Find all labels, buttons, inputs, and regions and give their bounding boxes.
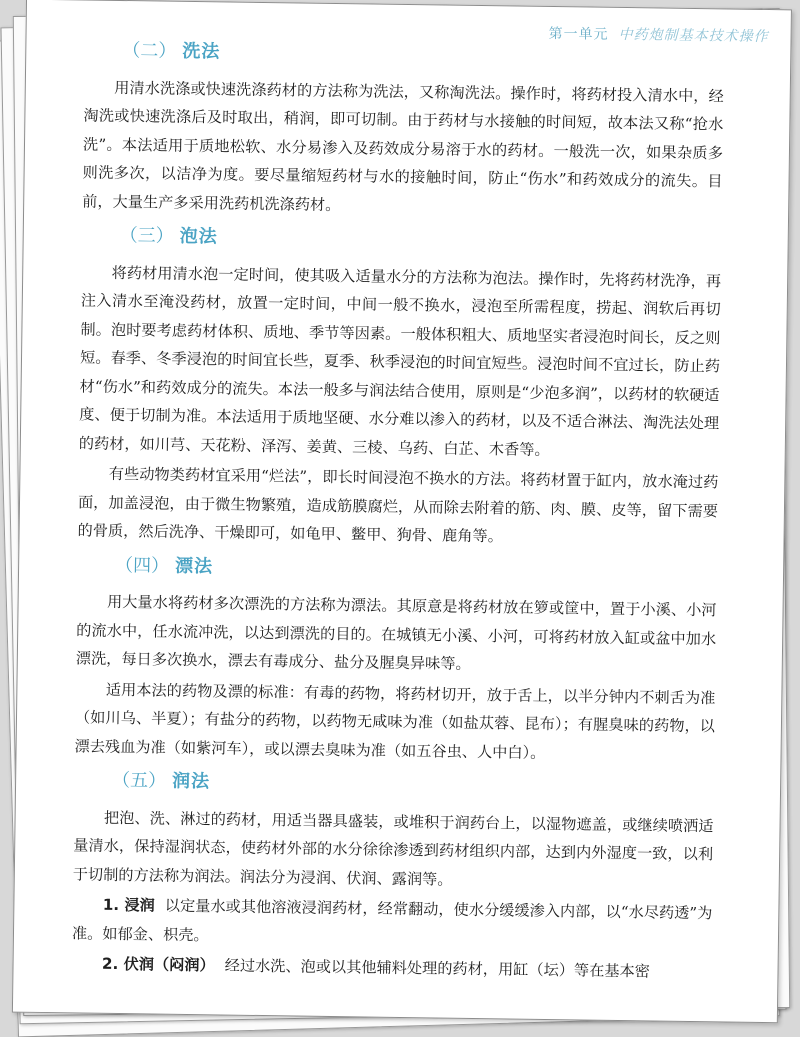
section-label: 漂法 [174, 555, 214, 577]
paragraph: 将药材用清水泡一定时间，使其吸入适量水分的方法称为泡法。操作时，先将药材洗净，再注入清水至淹没药材，放置一定时间，中间一般不换水，浸泡至所需程度，捞起、润软后再切制。泡时要考虑药材体积、质地、季节等因素。一般体积粗大、质地坚实者浸泡时间长，反之则短。春季、冬季浸泡的时间宜长些，夏季、秋季浸泡的时间宜短些。浸泡时间不宜过长，防止药材“伤水”和药效成分的流失。本法一般多与润法结合使用，原则是“少泡多润”，以药材的软硬适度、便于切制为准。本法适用于质地坚硬、水分难以渗入的药材，以及不适合淋法、淘洗法处理的药材，如川芎、天花粉、泽泻、姜黄、三棱、乌药、白芷、木香等。 [78, 263, 722, 459]
item-heading: 1. 浸润 [102, 895, 155, 915]
section-number: （五） [111, 769, 167, 792]
page-content [71, 30, 724, 986]
document-page [12, 0, 792, 1023]
section-heading-rinse [115, 551, 717, 588]
section-number: （三） [119, 224, 174, 247]
paragraph: 有些动物类药材宜采用“烂法”，即长时间浸泡不换水的方法。将药材置于缸内，放水淹过药面，加盖浸泡，由于微生物繁殖，造成筋膜腐烂，从而除去附着的筋、肉、膜、皮等，留下需要的骨质，然后洗净、干燥即可，如龟甲、鳖甲、狗骨、鹿角等。 [77, 464, 719, 546]
section-label: 洗法 [182, 40, 221, 63]
header-unit: 第一单元 [548, 25, 609, 43]
paragraph: 用大量水将药材多次漂洗的方法称为漂法。其原意是将药材放在箩或筐中，置于小溪、小河的流水中，任水流冲洗，以达到漂洗的目的。在城镇无小溪、小河，可将药材放入缸或盆中加水漂洗，每日多次换水，漂去有毒成分、盐分及腥臭异味等。 [75, 592, 717, 673]
section-number: （四） [114, 554, 170, 577]
header-title: 中药炮制基本技术操作 [618, 26, 769, 46]
list-item [72, 890, 713, 956]
paragraph: 适用本法的药物及漂的标准：有毒的药物，将药材切开，放于舌上，以半分钟内不刺舌为准（如川乌、半夏）；有盐分的药物，以药物无咸味为准（如盐苁蓉、昆布）；有腥臭味的药物，以漂去残血为准（如紫河车），或以漂去臭味为准（如五谷虫、人中白）。 [74, 680, 716, 762]
section-heading-soak [120, 222, 722, 259]
paragraph: 把泡、洗、淋过的药材，用适当器具盛装，或堆积于润药台上，以湿物遮盖，或继续喷洒适量清水，保持湿润状态，使药材外部的水分徐徐渗透到药材组织内部，达到内外湿度一致，以利于切制的方法称为润法。润法分为浸润、伏润、露润等。 [72, 808, 714, 889]
paragraph: 用清水洗涤或快速洗涤药材的方法称为洗法，又称淘洗法。操作时，将药材投入清水中，经淘洗或快速洗涤后及时取出，稍润，即可切制。由于药材与水接触的时间短，故本法又称“抢水洗”。本法适用于质地松软、水分易渗入及药效成分易溶于水的药材。一般洗一次，如果杂质多则洗多次，以洁净为度。要尽量缩短药材与水的接触时间，防止“伤水”和药效成分的流失。目前，大量生产多采用洗药机洗涤药材。 [82, 78, 724, 214]
section-heading-moisten [112, 767, 714, 804]
item-heading: 2. 伏润（闷润） [101, 954, 215, 975]
section-label: 泡法 [179, 225, 218, 248]
section-number: （二） [122, 40, 177, 62]
item-text: 经过水洗、泡或以其他辅料处理的药材，用缸（坛）等在基本密 [224, 956, 651, 981]
item-text: 以定量水或其他溶液浸润药材，经常翻动，使水分缓缓渗入内部，以“水尽药透”为准。如郁金、枳壳。 [71, 896, 713, 944]
section-label: 润法 [171, 770, 211, 793]
section-heading-wash [122, 37, 724, 74]
